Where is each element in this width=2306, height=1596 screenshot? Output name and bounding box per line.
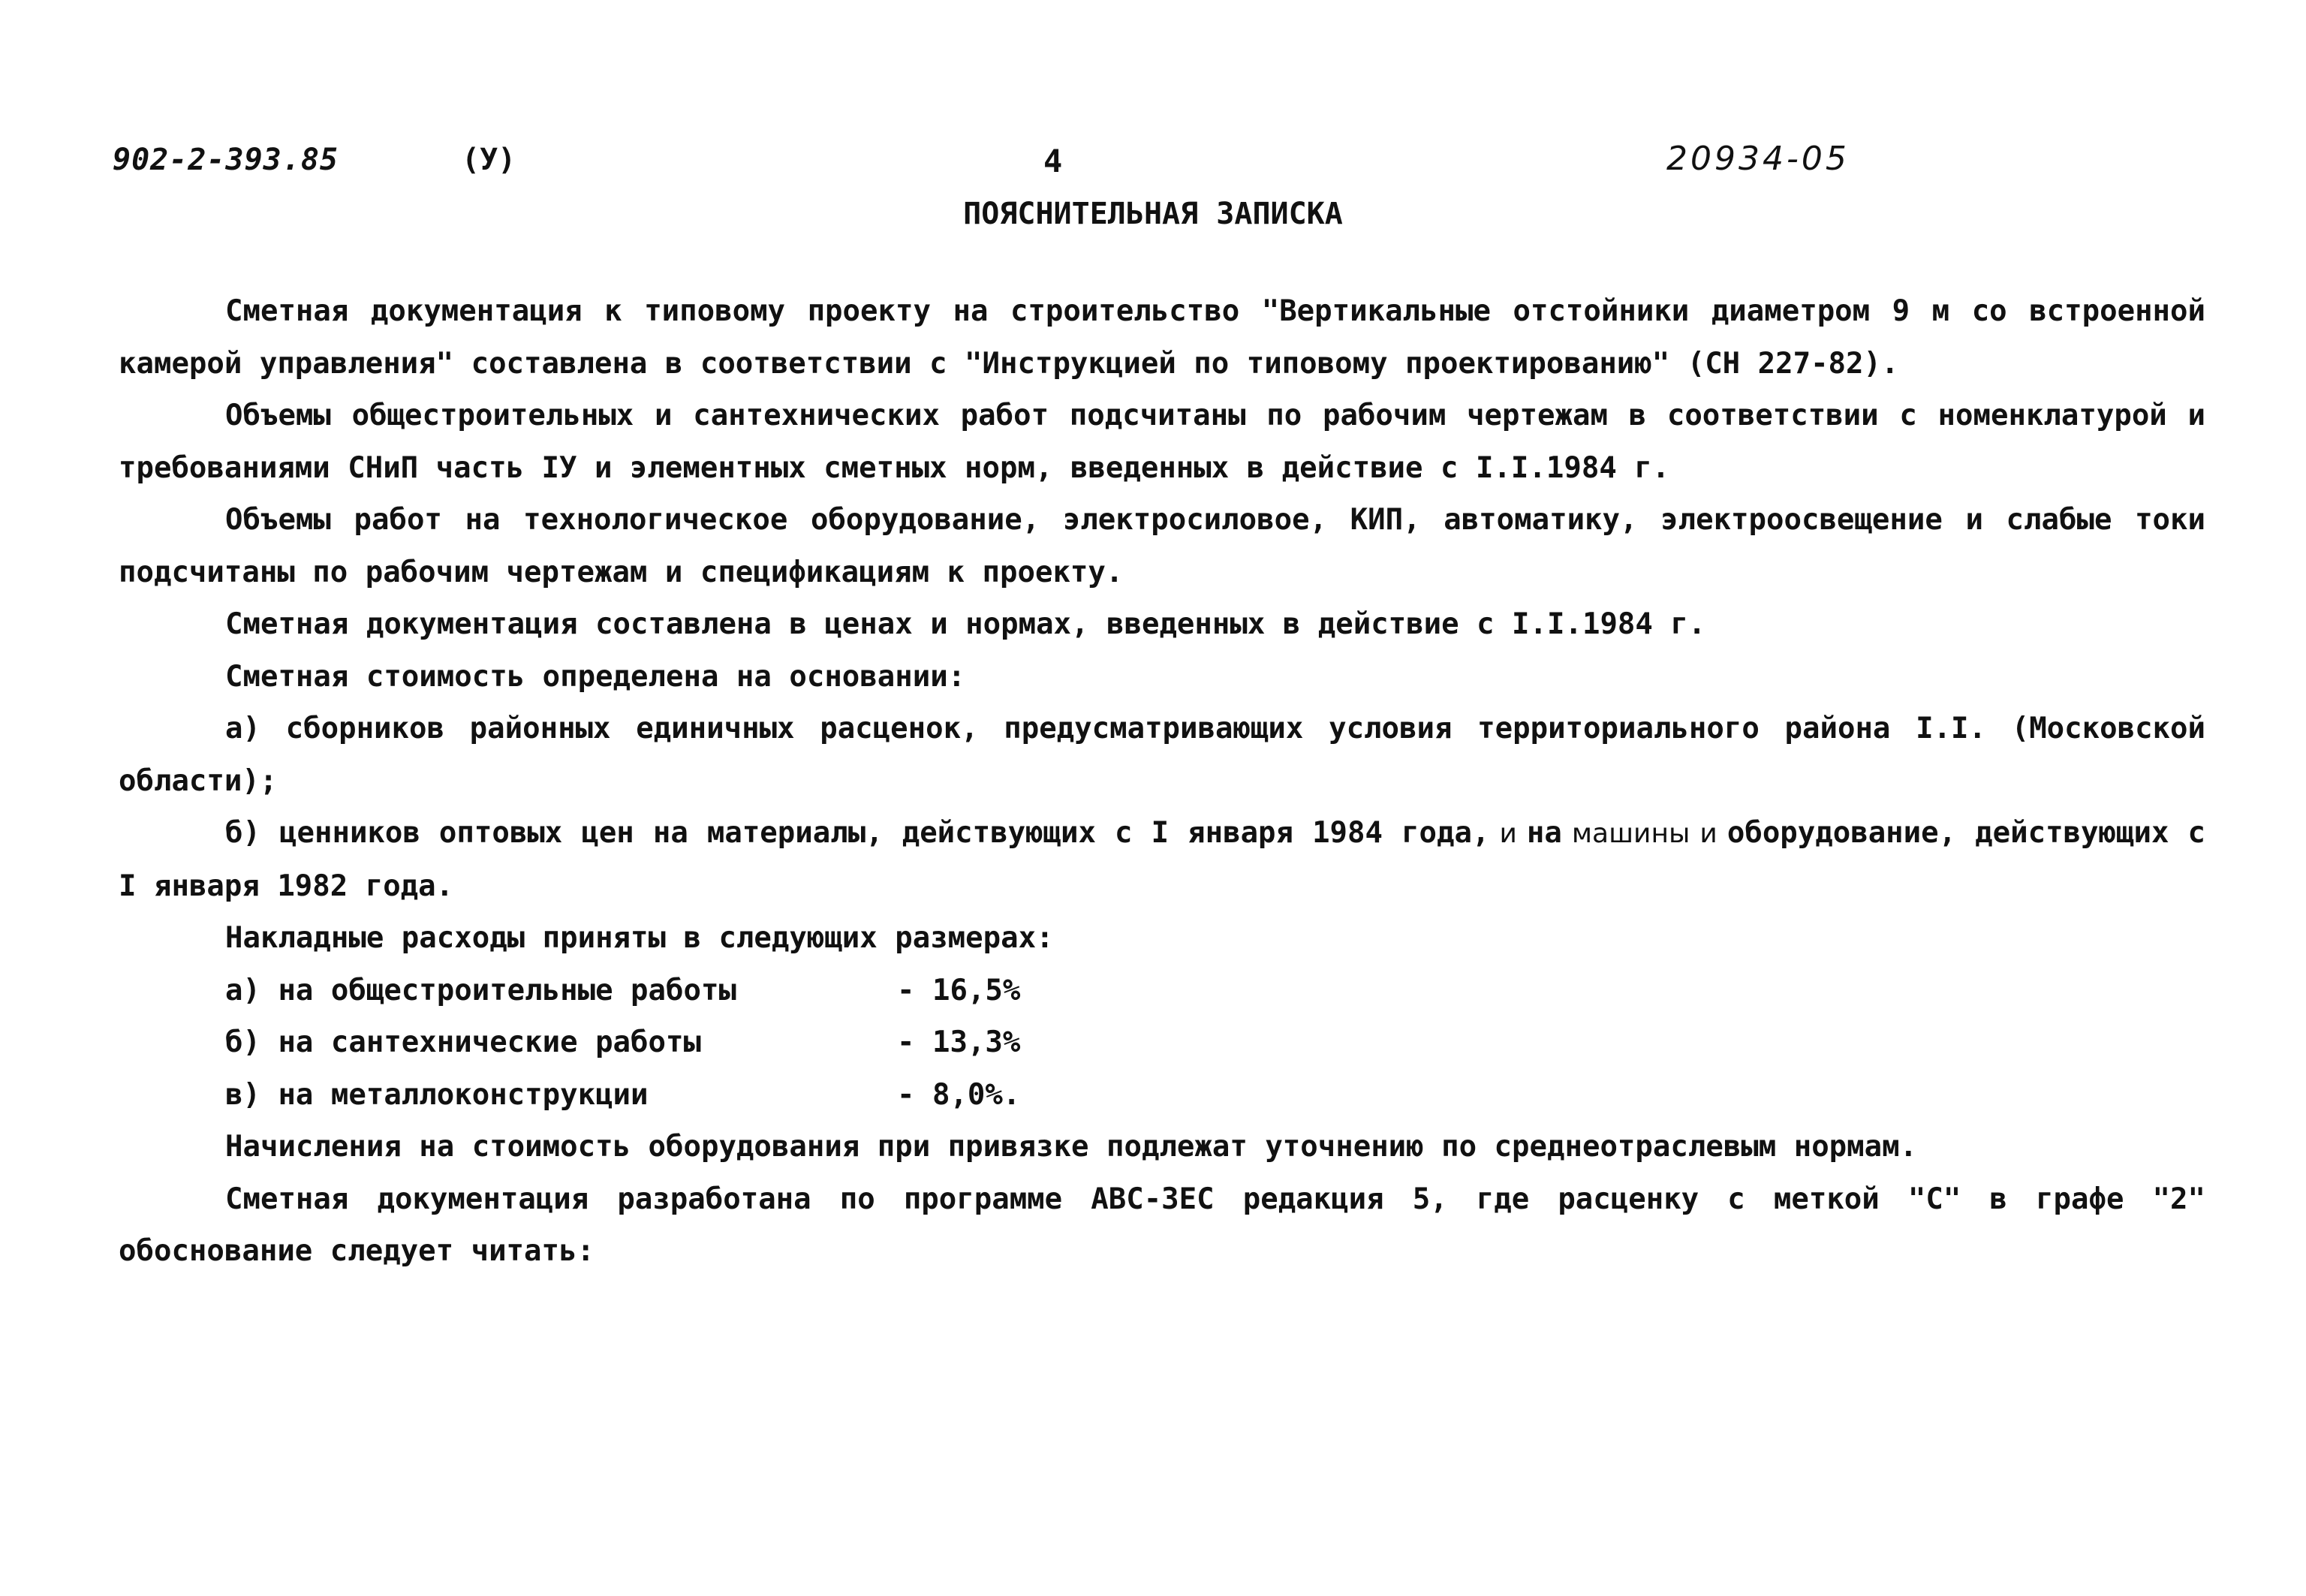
overhead-rate-value: - 16,5% — [897, 973, 1021, 1007]
paragraph-cost-basis: Сметная стоимость определена на основании: — [225, 659, 966, 694]
document-code: 902-2-393.85 — [113, 143, 339, 177]
basis-b-text-3: оборудование, действующих с I января 1982 года. — [119, 816, 2205, 903]
handwritten-insert-1: и — [1489, 818, 1527, 849]
basis-b-text-2: на — [1526, 816, 1562, 850]
overhead-rates-list — [119, 965, 2205, 1122]
overhead-rate-value: - 8,0%. — [897, 1077, 1021, 1112]
paragraph-basis-a: а) сборников районных единичных расценок, предусматривающих условия территориального района I.I. (Московской области); — [119, 712, 2205, 798]
handwritten-insert-2: машины и — [1561, 818, 1727, 849]
overhead-rate-value: - 13,3% — [897, 1025, 1021, 1059]
page-header — [113, 140, 2214, 195]
paragraph-volumes-construction: Объемы общестроительных и сантехнических работ подсчитаны по рабочим чертежам в соответствии с номенклатурой и требованиями СНиП часть IУ и элементных сметных норм, введенных в действие с I.I.1984 г. — [119, 399, 2205, 485]
overhead-rate-row — [225, 1016, 2205, 1069]
overhead-rate-label: а) на общестроительные работы — [225, 973, 736, 1007]
paragraph-intro: Сметная документация к типовому проекту на строительство "Вертикальные отстойники диаметром 9 м со встроенной камерой управления" составлена в соответствии с "Инструкцией по типовому проектированию" (СН 227-82). — [119, 294, 2205, 381]
paragraph-volumes-equipment: Объемы работ на технологическое оборудование, электросиловое, КИП, автоматику, электроосвещение и слабые токи подсчитаны по рабочим чертежам и спецификациям к проекту. — [119, 503, 2205, 589]
paragraph-basis-b — [119, 807, 2205, 912]
paragraph-equipment-charges: Начисления на стоимость оборудования при привязке подлежат уточнению по среднеотраслевым нормам. — [225, 1130, 1918, 1164]
paragraph-overhead-intro: Накладные расходы приняты в следующих размерах: — [225, 921, 1054, 955]
overhead-rate-row — [225, 1069, 2205, 1122]
document-body — [119, 285, 2205, 1278]
document-title: ПОЯСНИТЕЛЬНАЯ ЗАПИСКА — [963, 197, 1343, 231]
paragraph-software-program: Сметная документация разработана по программе АВС-3ЕС редакция 5, где расценку с меткой "С" в графе "2" обоснование следует читать: — [119, 1182, 2205, 1268]
overhead-rate-row — [225, 965, 2205, 1017]
paragraph-prices: Сметная документация составлена в ценах и нормах, введенных в действие с I.I.1984 г. — [225, 607, 1706, 641]
page-number: 4 — [1043, 143, 1063, 179]
overhead-rate-label: в) на металлоконструкции — [225, 1077, 649, 1112]
overhead-rate-label: б) на сантехнические работы — [225, 1025, 701, 1059]
basis-b-text-1: б) ценников оптовых цен на материалы, действующих с I января 1984 года, — [225, 816, 1490, 850]
inventory-number: 20934-05 — [1666, 140, 1850, 178]
document-variant: (У) — [462, 143, 516, 177]
